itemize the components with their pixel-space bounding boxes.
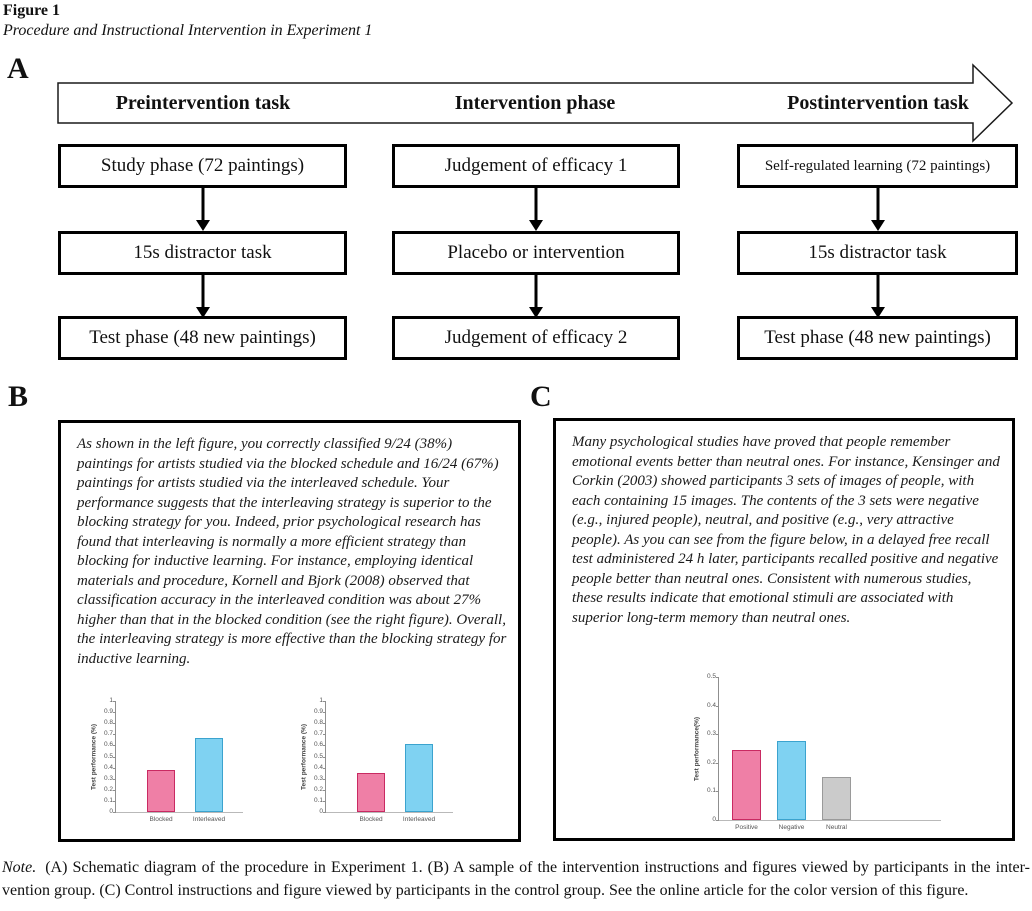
figure-note [2,857,1030,902]
down-arrow-icon [529,275,543,318]
y-tick-mark [323,812,326,813]
bars-group [116,701,226,823]
y-tick-label: 0.8 [313,719,323,727]
y-tick-label: 0 [712,816,716,823]
flow-box-judgement-2: Judgement of efficacy 2 [392,316,680,360]
down-arrow-icon [871,188,885,231]
x-category-label: Interleaved [192,816,226,823]
figure-label: Figure 1 [3,2,61,19]
timeline-arrow-banner [0,0,1032,160]
y-tick-label: 0.4 [103,763,113,771]
bar-blocked [357,773,385,812]
y-axis-label: Test performance(%) [693,716,701,781]
y-tick-label: 0.2 [313,785,323,793]
down-arrow-icon [529,188,543,231]
bar-slot [402,744,436,823]
note-line-2: vention group. (C) Control instructions and figure viewed by participants in the control group. See the online article for the color version of this figure. [2,881,969,899]
plot-area [103,697,243,823]
timeline-label-intervention: Intervention phase [454,92,616,114]
plot-area [313,697,453,823]
y-tick-label: 1 [319,697,323,704]
x-category-label: Negative [778,824,805,831]
y-tick-label: 0.9 [103,708,113,716]
y-tick-label: 0.4 [313,763,323,771]
y-tick-label: 0.6 [103,741,113,749]
plot-area [706,673,941,831]
bar-interleaved [195,738,223,812]
bar-chart-blocked-interleaved-right [295,695,453,823]
y-tick-label: 0.9 [313,708,323,716]
flow-box-placebo-intervention: Placebo or intervention [392,231,680,275]
down-arrow-icon [196,275,210,318]
bars-group [719,677,851,831]
timeline-label-postintervention: Postintervention task [787,92,969,114]
control-instruction-text: Many psychological studies have proved that people remember emotional events better than neutral ones. For instance, Kensinger and Corkin (2003) showed participants 3 sets of images of people, with each containing 15 images. The contents of the 3 sets were negative (e.g., injured people), neutral, and positive (e.g., very attractive people). As you can see from the figure below, in a delayed free recall test administered 24 h later, participants recalled positive and negative people better than neutral ones. Consistent with numerous studies, these results indicate that emotional stimuli are associated with superior long-term memory than neutral ones. [572,434,1000,626]
bars-group [326,701,436,823]
y-tick-label: 0.8 [103,719,113,727]
y-axis-label: Test performance (%) [300,723,308,790]
bar-slot [192,738,226,823]
bar-negative [777,741,806,820]
y-tick-label: 0.1 [103,796,113,804]
down-arrow-icon [196,188,210,231]
bar-slot [147,770,175,823]
timeline-label-preintervention: Preintervention task [115,92,291,114]
y-tick-mark [113,812,116,813]
flow-box-distractor-2: 15s distractor task [737,231,1018,275]
y-tick-label: 0.1 [313,796,323,804]
bar-chart-emotional-memory [688,671,941,831]
y-axis-label: Test performance (%) [90,723,98,790]
flow-box-distractor-1: 15s distractor task [58,231,347,275]
y-tick-label: 0.7 [103,730,113,738]
note-label: Note. [2,859,37,876]
y-tick-label: 0.4 [706,701,716,709]
x-category-label: Neutral [826,824,847,831]
y-tick-label: 0.1 [706,787,716,795]
bar-interleaved [405,744,433,812]
y-tick-label: 1 [109,697,113,704]
y-tick-mark [716,820,719,821]
x-category-label: Blocked [149,816,173,823]
flow-box-self-regulated: Self-regulated learning (72 paintings) [737,144,1018,188]
bar-slot [357,773,385,823]
y-tick-label: 0.7 [313,730,323,738]
figure-title: Procedure and Instructional Intervention in Experiment 1 [3,22,373,39]
y-tick-label: 0.3 [313,774,323,782]
y-tick-label: 0.3 [103,774,113,782]
y-tick-label: 0.2 [706,758,716,766]
note-line-1 [2,857,1030,880]
flow-box-test-phase-2: Test phase (48 new paintings) [737,316,1018,360]
flow-box-study-phase: Study phase (72 paintings) [58,144,347,188]
y-tick-label: 0 [319,808,323,815]
y-tick-label: 0.5 [313,752,323,760]
panel-b-letter: B [8,380,29,413]
x-category-label: Positive [735,824,758,831]
intervention-instruction-text: As shown in the left figure, you correctly classified 9/24 (38%) paintings for artists studied via the blocked schedule and 16/24 (67%) paintings for artists studied via the interleaved schedule. Your performance suggests that the interleaving strategy is superior to the blocking strategy for you. Indeed, prior psychological research has found that interleaving is normally a more efficient strategy than blocking for inductive learning. For instance, employing identical materials and procedure, Kornell and Bjork (2008) observed that classification accuracy in the interleaved condition was about 27% higher than that in the blocked condition (see the right figure). Overall, the interleaving strategy is more effective than the blocking strategy for inductive learning. [77,436,507,667]
x-category-label: Interleaved [402,816,436,823]
y-tick-label: 0.6 [313,741,323,749]
down-arrow-icon [871,275,885,318]
x-category-label: Blocked [359,816,383,823]
bar-slot [822,777,851,831]
panel-a-letter: A [7,52,29,85]
flow-box-judgement-1: Judgement of efficacy 1 [392,144,680,188]
bar-blocked [147,770,175,812]
note-text-1: (A) Schematic diagram of the procedure in Experiment 1. (B) A sample of the intervention instructions and figures viewed by participants in the inter- [45,859,1030,876]
y-tick-label: 0.2 [103,785,113,793]
flow-box-test-phase-1: Test phase (48 new paintings) [58,316,347,360]
bar-neutral [822,777,851,820]
bar-slot [732,750,761,831]
bar-positive [732,750,761,820]
bar-chart-blocked-interleaved-left [85,695,243,823]
y-tick-label: 0.3 [706,730,716,738]
y-tick-label: 0 [109,808,113,815]
bar-slot [777,741,806,831]
panel-c-letter: C [530,380,552,413]
y-tick-label: 0.5 [706,673,716,680]
y-tick-label: 0.5 [103,752,113,760]
